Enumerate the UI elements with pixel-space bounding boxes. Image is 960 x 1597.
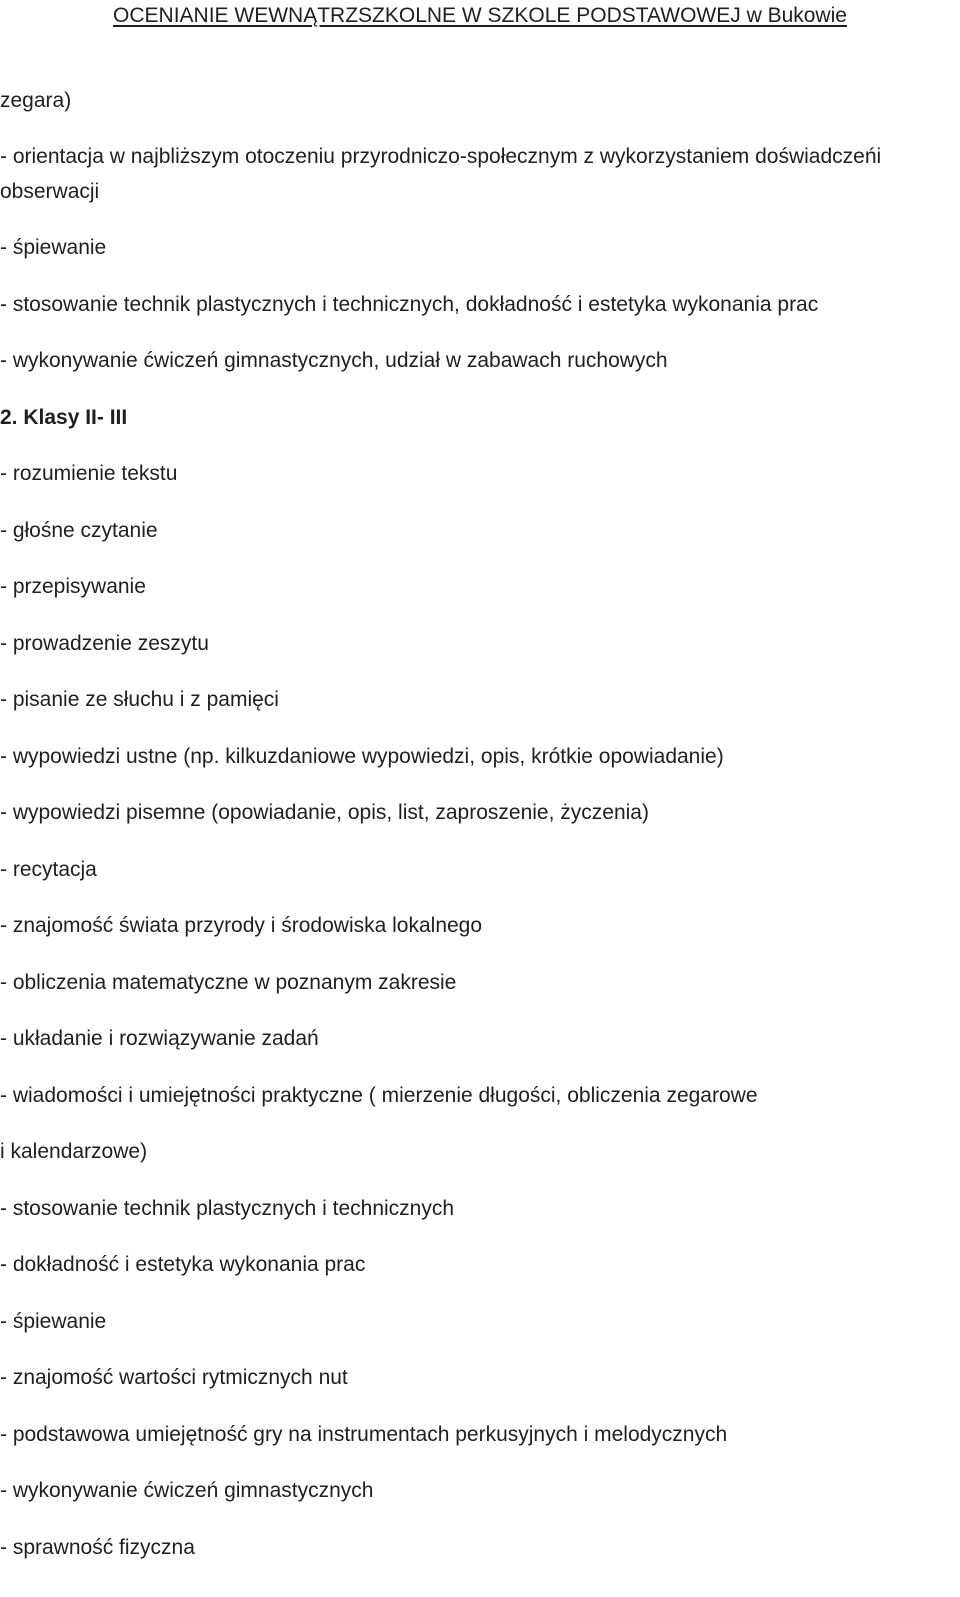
list-item: obserwacji [0,180,100,203]
document-header: OCENIANIE WEWNĄTRZSZKOLNE W SZKOLE PODSTAWOWEJ w Bukowie [113,4,847,27]
list-item: - wypowiedzi pisemne (opowiadanie, opis, list, zaproszenie, życzenia) [0,801,649,824]
list-item: - orientacja w najbliższym otoczeniu przyrodniczo-społecznym z wykorzystaniem doświadczeńi [0,145,882,168]
list-item: i kalendarzowe) [0,1140,148,1163]
list-item: - śpiewanie [0,1310,107,1333]
list-item: - znajomość wartości rytmicznych nut [0,1366,348,1389]
list-item: - podstawowa umiejętność gry na instrumentach perkusyjnych i melodycznych [0,1423,728,1446]
list-item: - prowadzenie zeszytu [0,632,209,655]
list-item: - wiadomości i umiejętności praktyczne ( mierzenie długości, obliczenia zegarowe [0,1084,758,1107]
list-item: - pisanie ze słuchu i z pamięci [0,688,279,711]
list-item: - stosowanie technik plastycznych i technicznych [0,1197,455,1220]
list-item: zegara) [0,89,72,112]
list-item: - wykonywanie ćwiczeń gimnastycznych [0,1479,374,1502]
list-item: - dokładność i estetyka wykonania prac [0,1253,366,1276]
list-item: - znajomość świata przyrody i środowiska lokalnego [0,914,483,937]
list-item: - wypowiedzi ustne (np. kilkuzdaniowe wypowiedzi, opis, krótkie opowiadanie) [0,745,724,768]
document-body [0,87,950,1562]
section-heading: 2. Klasy II- III [0,406,128,429]
list-item: - recytacja [0,858,97,881]
list-item: - śpiewanie [0,236,107,259]
list-item: - obliczenia matematyczne w poznanym zakresie [0,971,457,994]
list-item: - układanie i rozwiązywanie zadań [0,1027,319,1050]
list-item: - rozumienie tekstu [0,462,178,485]
list-item: - głośne czytanie [0,519,158,542]
list-item: - sprawność fizyczna [0,1536,195,1559]
list-item: - stosowanie technik plastycznych i technicznych, dokładność i estetyka wykonania prac [0,293,819,316]
list-item: - wykonywanie ćwiczeń gimnastycznych, udział w zabawach ruchowych [0,349,668,372]
list-item: - przepisywanie [0,575,146,598]
